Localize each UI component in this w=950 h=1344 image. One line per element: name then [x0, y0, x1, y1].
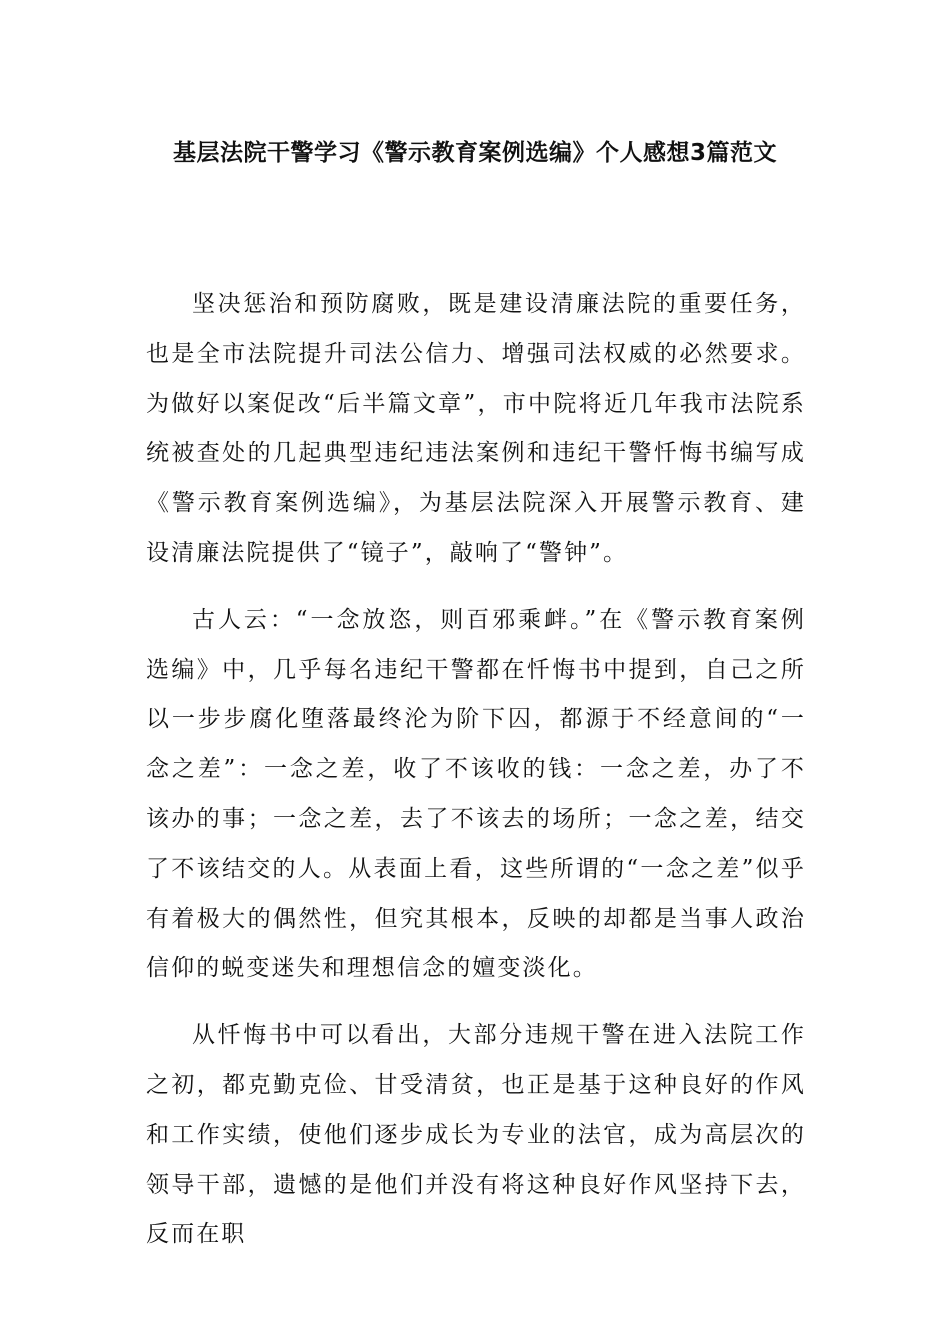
document-title: 基层法院干警学习《警示教育案例选编》个人感想3篇范文 [172, 140, 777, 166]
paragraph-1: 坚决惩治和预防腐败，既是建设清廉法院的重要任务，也是全市法院提升司法公信力、增强司法权威的必然要求。为做好以案促改“后半篇文章”，市中院将近几年我市法院系统被查处的几起典型违纪违法案例和违纪干警忏悔书编写成《警示教育案例选编》，为基层法院深入开展警示教育、建设清廉法院提供了“镜子”，敲响了“警钟”。 [146, 291, 806, 566]
document-body [146, 280, 806, 1277]
paragraph-3: 从忏悔书中可以看出，大部分违规干警在进入法院工作之初，都克勤克俭、甘受清贫，也正是基于这种良好的作风和工作实绩，使他们逐步成长为专业的法官，成为高层次的领导干部，遗憾的是他们并没有将这种良好作风坚持下去，反而在职 [146, 1022, 806, 1248]
paragraph-2: 古人云：“一念放恣，则百邪乘衅。”在《警示教育案例选编》中，几乎每名违纪干警都在忏悔书中提到，自己之所以一步步腐化堕落最终沦为阶下囚，都源于不经意间的“一念之差”：一念之差，收了不该收的钱：一念之差，办了不该办的事；一念之差，去了不该去的场所；一念之差，结交了不该结交的人。从表面上看，这些所谓的“一念之差”似乎有着极大的偶然性，但究其根本，反映的却都是当事人政治信仰的蜕变迷失和理想信念的嬗变淡化。 [146, 606, 806, 982]
